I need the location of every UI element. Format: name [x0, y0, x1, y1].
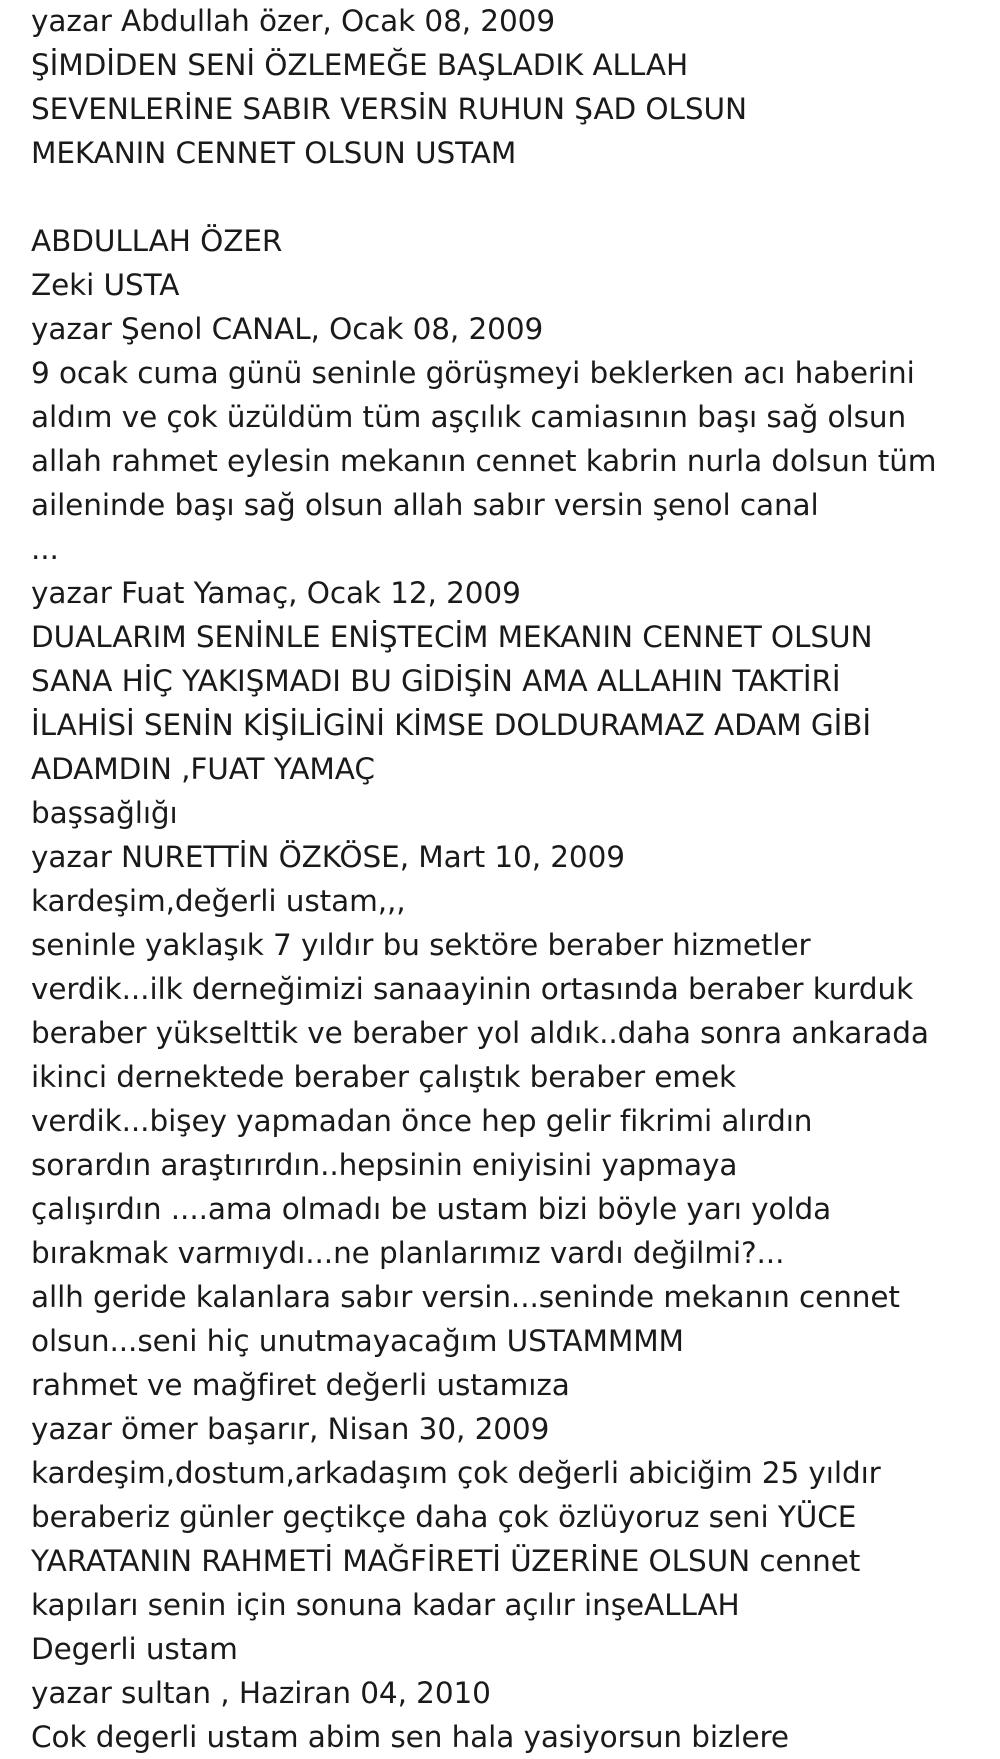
text-line: YARATANIN RAHMETİ MAĞFİRETİ ÜZERİNE OLSUN cennet — [31, 1544, 861, 1578]
text-line: başsağlığı — [31, 796, 178, 830]
text-line: kardeşim,değerli ustam,,, — [31, 884, 406, 918]
text-line: MEKANIN CENNET OLSUN USTAM — [31, 136, 517, 170]
text-line: ikinci dernektede beraber çalıştık beraber emek — [31, 1060, 736, 1094]
text-line: kapıları senin için sonuna kadar açılır inşeALLAH — [31, 1588, 740, 1622]
text-line: aldım ve çok üzüldüm tüm aşçılık camiasının başı sağ olsun — [31, 400, 907, 434]
text-line: beraberiz günler geçtikçe daha çok özlüyoruz seni YÜCE — [31, 1500, 857, 1534]
text-line: aileninde başı sağ olsun allah sabır versin şenol canal — [31, 488, 819, 522]
text-line: yazar NURETTİN ÖZKÖSE, Mart 10, 2009 — [31, 840, 625, 874]
text-line: rahmet ve mağfiret değerli ustamıza — [31, 1368, 570, 1402]
text-line: 9 ocak cuma günü seninle görüşmeyi beklerken acı haberini — [31, 356, 915, 390]
text-line: yazar sultan , Haziran 04, 2010 — [31, 1676, 491, 1710]
text-line: ABDULLAH ÖZER — [31, 224, 283, 258]
text-line: SEVENLERİNE SABIR VERSİN RUHUN ŞAD OLSUN — [31, 92, 747, 126]
text-line: Degerli ustam — [31, 1632, 238, 1666]
text-line: ADAMDIN ,FUAT YAMAÇ — [31, 752, 375, 786]
text-line: verdik...bişey yapmadan önce hep gelir fikrimi alırdın — [31, 1104, 813, 1138]
text-line: çalışırdın ....ama olmadı be ustam bizi böyle yarı yolda — [31, 1192, 832, 1226]
text-line: yazar Şenol CANAL, Ocak 08, 2009 — [31, 312, 544, 346]
text-line: ŞİMDİDEN SENİ ÖZLEMEĞE BAŞLADIK ALLAH — [31, 48, 689, 82]
comment-document — [31, 0, 991, 1759]
text-line: verdik...ilk derneğimizi sanaayinin ortasında beraber kurduk — [31, 972, 914, 1006]
text-line: olsun...seni hiç unutmayacağım USTAMMMM — [31, 1324, 684, 1358]
text-line: seninle yaklaşık 7 yıldır bu sektöre beraber hizmetler — [31, 928, 811, 962]
text-line: İLAHİSİ SENİN KİŞİLİGİNİ KİMSE DOLDURAMAZ ADAM GİBİ — [31, 708, 871, 742]
text-line: Zeki USTA — [31, 268, 180, 302]
text-line: allh geride kalanlara sabır versin...seninde mekanın cennet — [31, 1280, 900, 1314]
text-line: Cok degerli ustam abim sen hala yasiyorsun bizlere — [31, 1720, 789, 1754]
text-line: yazar ömer başarır, Nisan 30, 2009 — [31, 1412, 550, 1446]
text-line: ... — [31, 532, 59, 566]
text-line: SANA HİÇ YAKIŞMADI BU GİDİŞİN AMA ALLAHIN TAKTİRİ — [31, 664, 841, 698]
blank-line — [31, 175, 991, 219]
text-line: DUALARIM SENİNLE ENİŞTECİM MEKANIN CENNET OLSUN — [31, 620, 873, 654]
text-line: beraber yükselttik ve beraber yol aldık..daha sonra ankarada — [31, 1016, 929, 1050]
text-line: bırakmak varmıydı...ne planlarımız vardı değilmi?... — [31, 1236, 785, 1270]
text-line: yazar Abdullah özer, Ocak 08, 2009 — [31, 4, 555, 38]
text-line: yazar Fuat Yamaç, Ocak 12, 2009 — [31, 576, 521, 610]
text-line: sorardın araştırırdın..hepsinin eniyisini yapmaya — [31, 1148, 738, 1182]
text-line: kardeşim,dostum,arkadaşım çok değerli abiciğim 25 yıldır — [31, 1456, 881, 1490]
text-line: allah rahmet eylesin mekanın cennet kabrin nurla dolsun tüm — [31, 444, 937, 478]
